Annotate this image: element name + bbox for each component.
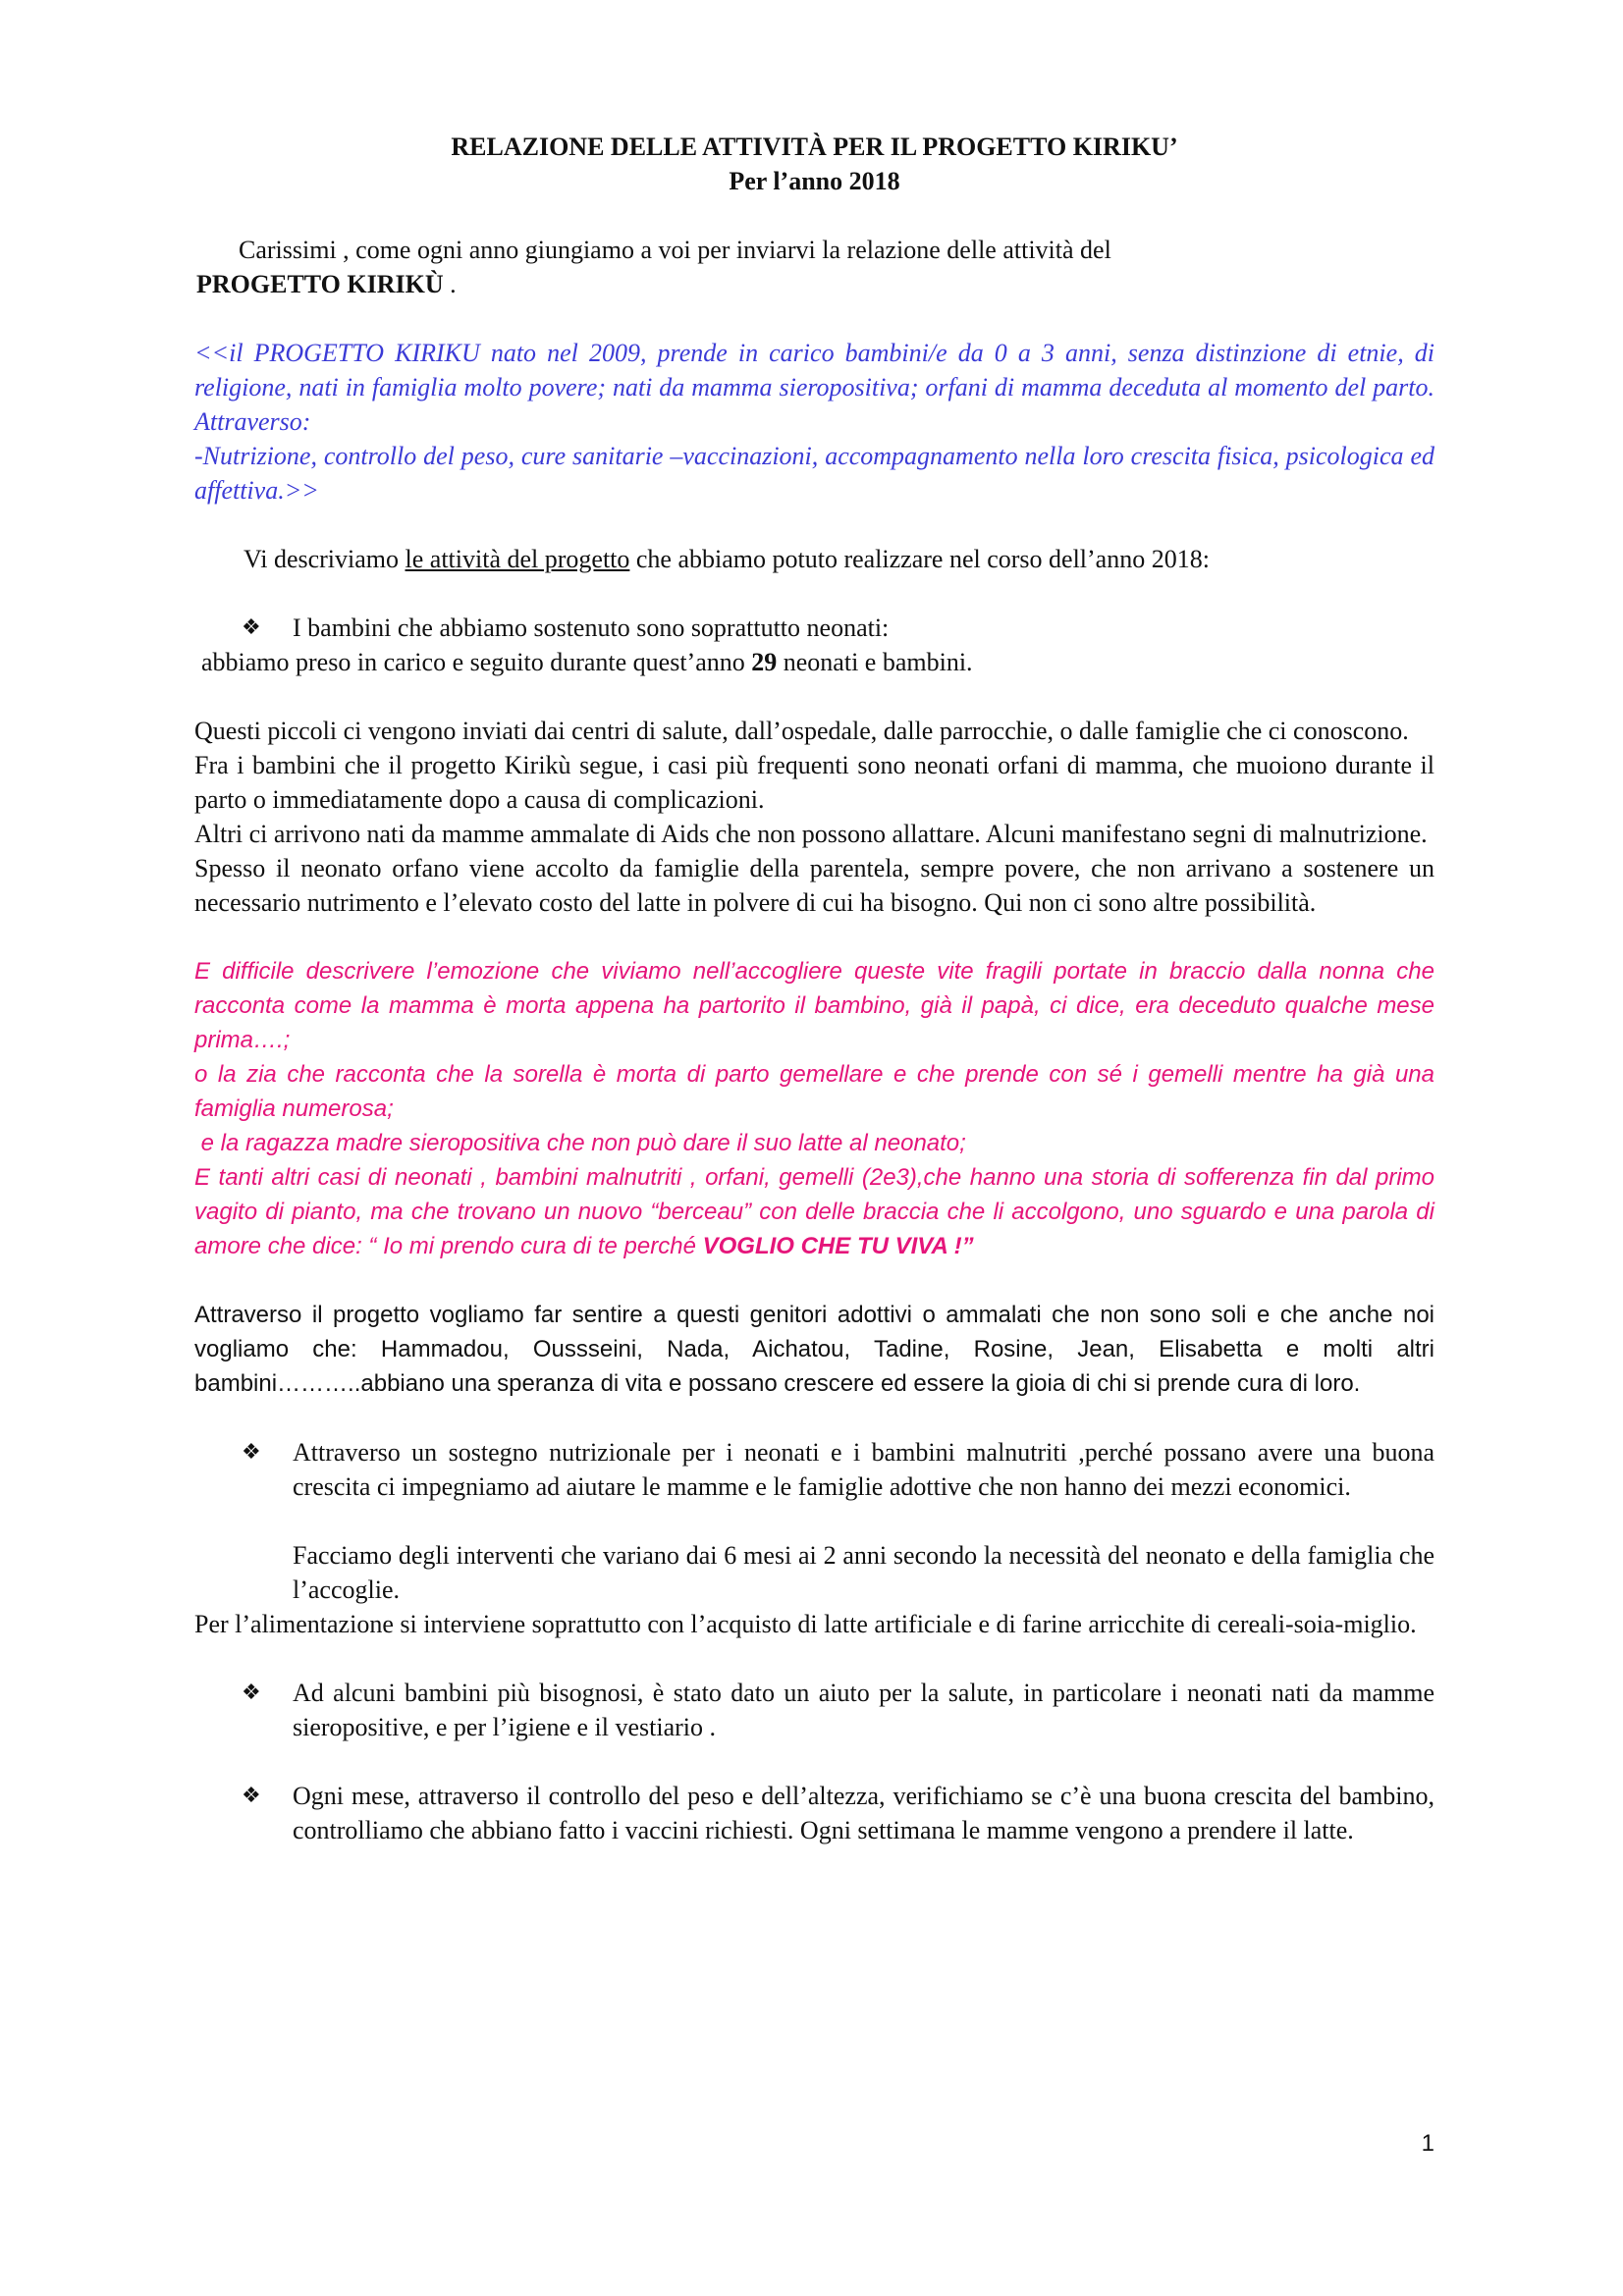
emotion-paragraph-4	[194, 1160, 1434, 1263]
children-count-post: neonati e bambini.	[777, 648, 973, 676]
children-count-pre: abbiamo preso in carico e seguito durante quest’anno	[201, 648, 752, 676]
document-subtitle: Per l’anno 2018	[729, 167, 900, 195]
intro-project-line	[196, 267, 1434, 301]
bullet-nutrition	[194, 1435, 1434, 1504]
paragraph-referrals: Questi piccoli ci vengono inviati dai centri di salute, dall’ospedale, dalle parrocchie, o dalle famiglie che ci conoscono.	[194, 717, 1409, 745]
activities-intro	[194, 542, 1434, 576]
bullet-monitoring-text: Ogni mese, attraverso il controllo del peso e dell’altezza, verifichiamo se c’è una buona crescita del bambino, controlliamo che abbiano fatto i vaccini richiesti. Ogni settimana le mamme vengono a prendere il latte.	[293, 1782, 1434, 1844]
bullet-health	[194, 1676, 1434, 1744]
bullet-monitoring	[194, 1779, 1434, 1847]
bullet-children-text: I bambini che abbiamo sostenuto sono soprattutto neonati:	[293, 614, 890, 642]
paragraph-families: Spesso il neonato orfano viene accolto da famiglie della parentela, sempre povere, che non arrivano a sostenere un necessario nutrimento e l’elevato costo del latte in polvere di cui ha bisogno. Qui non ci sono altre possibilità.	[194, 854, 1434, 917]
intro-project-name: PROGETTO KIRIKÙ	[196, 270, 444, 298]
emotion-paragraph-3: e la ragazza madre sieropositiva che non può dare il suo latte al neonato;	[194, 1130, 966, 1156]
intro-paragraph	[194, 233, 1434, 267]
bullet-icon: ❖	[242, 1681, 261, 1705]
bullet-icon: ❖	[242, 1440, 261, 1465]
children-count: 29	[751, 648, 778, 676]
emotion-paragraph-2: o la zia che racconta che la sorella è morta di parto gemellare e che prende con sé i gemelli mentre ha già una famiglia numerosa;	[194, 1061, 1434, 1122]
bullet-icon: ❖	[242, 1784, 261, 1808]
activities-post: che abbiamo potuto realizzare nel corso dell’anno 2018:	[629, 545, 1210, 573]
bullet-icon: ❖	[242, 615, 261, 640]
intro-text: Carissimi , come ogni anno giungiamo a voi per inviarvi la relazione delle attività del	[239, 236, 1111, 264]
paragraph-aids: Altri ci arrivono nati da mamme ammalate di Aids che non possono allattare. Alcuni manifestano segni di malnutrizione.	[194, 820, 1428, 848]
page-content	[194, 130, 1434, 1847]
intro-end: .	[443, 270, 457, 298]
activities-underlined: le attività del progetto	[405, 545, 630, 573]
interventions-paragraph: Facciamo degli interventi che variano dai 6 mesi ai 2 anni secondo la necessità del neonato e della famiglia che l’accoglie.	[293, 1541, 1434, 1604]
bullet-nutrition-text: Attraverso un sostegno nutrizionale per i neonati e i bambini malnutriti ,perché possano avere una buona crescita ci impegniamo ad aiutare le mamme e le famiglie adottive che non hanno dei mezzi economici.	[293, 1438, 1434, 1501]
emotion-paragraph-1: E difficile descrivere l’emozione che viviamo nell’accogliere queste vite fragili portate in braccio dalla nonna che racconta come la mamma è morta appena ha partorito il bambino, già il papà, ci dice, era deceduto qualche mese prima….;	[194, 958, 1434, 1053]
bullet-children	[194, 611, 1434, 645]
page-number: 1	[1421, 2130, 1434, 2157]
emotion-bold-quote: VOGLIO CHE TU VIVA !”	[702, 1233, 974, 1259]
project-quote-1: <<il PROGETTO KIRIKU nato nel 2009, prende in carico bambini/e da 0 a 3 anni, senza distinzione di etnie, di religione, nati in famiglia molto povere; nati da mamma sieropositiva; orfani di mamma deceduta al momento del parto. Attraverso:	[194, 339, 1434, 436]
attraverso-paragraph: Attraverso il progetto vogliamo far sentire a questi genitori adottivi o ammalati che non sono soli e che anche noi vogliamo che: Hammadou, Oussseini, Nada, Aichatou, Tadine, Rosine, Jean, Elisabetta e molti altri bambini………..abbiano una speranza di vita e possano crescere ed essere la gioia di chi si prende cura di loro.	[194, 1302, 1434, 1397]
emotion-last-text: E tanti altri casi di neonati , bambini malnutriti , orfani, gemelli (2e3),che hanno una storia di sofferenza fin dal primo vagito di pianto, ma che trovano un nuovo “berceau” con delle braccia che li accolgono, uno sguardo e una parola di amore che dice: “ Io mi prendo cura di te perché	[194, 1164, 1434, 1259]
activities-pre: Vi descriviamo	[243, 545, 406, 573]
children-count-line	[194, 645, 1434, 679]
alimentazione-paragraph: Per l’alimentazione si interviene soprattutto con l’acquisto di latte artificiale e di farine arricchite di cereali-soia-miglio.	[194, 1610, 1417, 1638]
paragraph-orphans: Fra i bambini che il progetto Kirikù segue, i casi più frequenti sono neonati orfani di mamma, che muoiono durante il parto o immediatamente dopo a causa di complicazioni.	[194, 751, 1434, 814]
bullet-health-text: Ad alcuni bambini più bisognosi, è stato dato un aiuto per la salute, in particolare i neonati nati da mamme sieropositive, e per l’igiene e il vestiario .	[293, 1679, 1434, 1741]
project-quote-2: -Nutrizione, controllo del peso, cure sanitarie –vaccinazioni, accompagnamento nella loro crescita fisica, psicologica ed affettiva.>>	[194, 442, 1434, 505]
document-title: RELAZIONE DELLE ATTIVITÀ PER IL PROGETTO KIRIKU’	[451, 133, 1178, 161]
